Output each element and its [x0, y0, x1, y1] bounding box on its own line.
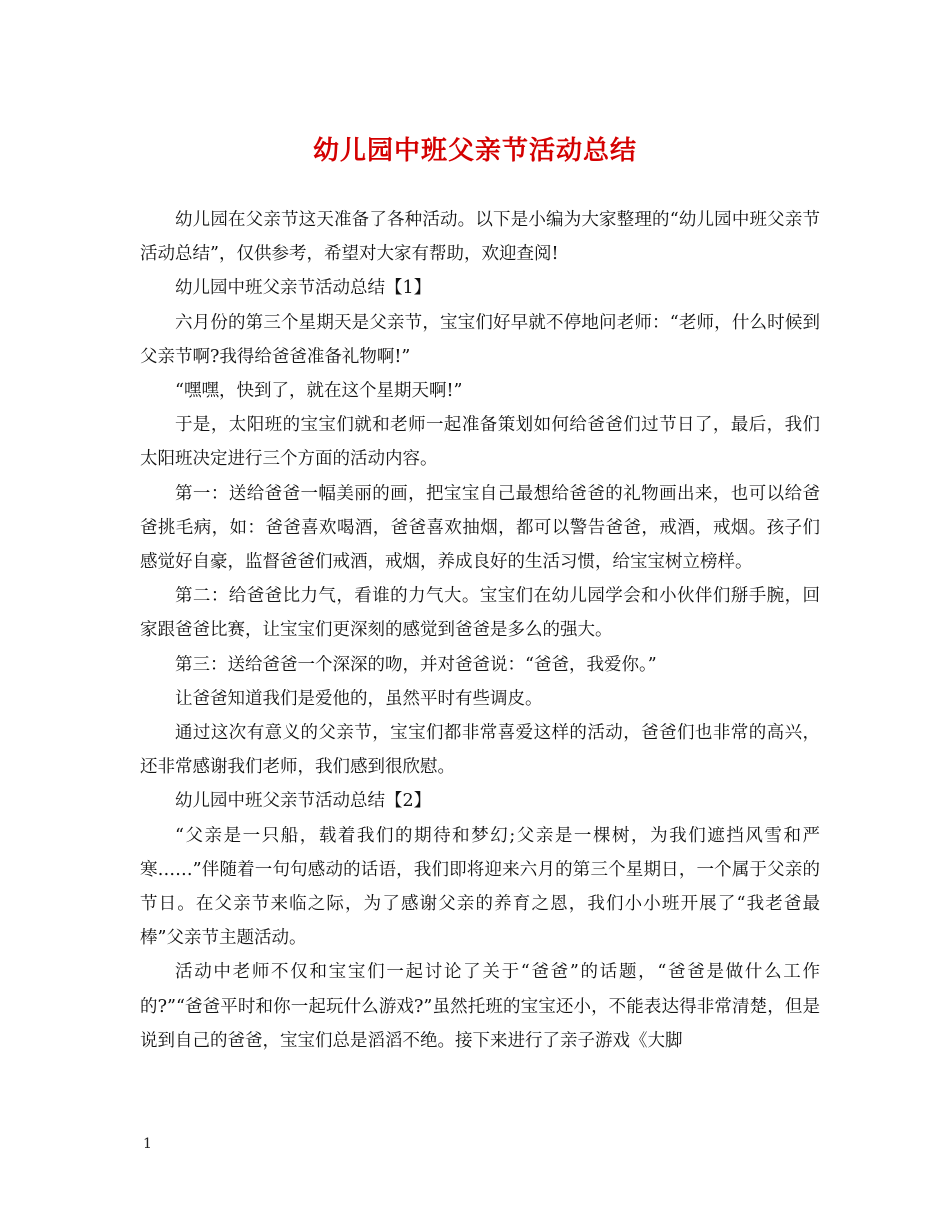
paragraph: “嘿嘿，快到了，就在这个星期天啊!” [175, 381, 463, 402]
paragraph: 活动中老师不仅和宝宝们一起讨论了关于“爸爸”的话题，“爸爸是做什么工作的?”“爸爸平时和你一起玩什么游戏?”虽然托班的宝宝还小，不能表达得非常清楚，但是说到自己的爸爸，宝宝们总是滔滔不绝。接下来进行了亲子游戏《大脚 [140, 962, 820, 1051]
paragraph: 六月份的第三个星期天是父亲节，宝宝们好早就不停地问老师：“老师，什么时候到父亲节啊?我得给爸爸准备礼物啊!” [140, 312, 820, 367]
paragraph: “父亲是一只船，载着我们的期待和梦幻;父亲是一棵树，为我们遮挡风雪和严寒……”伴随着一句句感动的话语，我们即将迎来六月的第三个星期日，一个属于父亲的节日。在父亲节来临之际，为了感谢父亲的养育之恩，我们小小班开展了“我老爸最棒”父亲节主题活动。 [140, 825, 820, 949]
document-title: 幼儿园中班父亲节活动总结 [312, 136, 637, 166]
paragraph: 于是，太阳班的宝宝们就和老师一起准备策划如何给爸爸们过节日了，最后，我们太阳班决定进行三个方面的活动内容。 [140, 415, 820, 470]
section-heading-2: 幼儿园中班父亲节活动总结【2】 [175, 791, 432, 812]
section-heading-1: 幼儿园中班父亲节活动总结【1】 [175, 278, 432, 299]
paragraph: 让爸爸知道我们是爱他的，虽然平时有些调皮。 [175, 688, 543, 709]
document-body [140, 203, 820, 1058]
paragraph: 第一：送给爸爸一幅美丽的画，把宝宝自己最想给爸爸的礼物画出来，也可以给爸爸挑毛病，如：爸爸喜欢喝酒，爸爸喜欢抽烟，都可以警告爸爸，戒酒，戒烟。孩子们感觉好自豪，监督爸爸们戒酒，戒烟，养成良好的生活习惯，给宝宝树立榜样。 [140, 483, 820, 573]
paragraph: 第三：送给爸爸一个深深的吻，并对爸爸说：“爸爸，我爱你。” [175, 654, 657, 675]
paragraph: 通过这次有意义的父亲节，宝宝们都非常喜爱这样的活动，爸爸们也非常的高兴，还非常感谢我们老师，我们感到很欣慰。 [140, 723, 820, 778]
page-number: 1 [143, 1136, 152, 1152]
paragraph: 第二：给爸爸比力气，看谁的力气大。宝宝们在幼儿园学会和小伙伴们掰手腕，回家跟爸爸比赛，让宝宝们更深刻的感觉到爸爸是多么的强大。 [140, 586, 820, 641]
paragraph-intro: 幼儿园在父亲节这天准备了各种活动。以下是小编为大家整理的“幼儿园中班父亲节活动总结”，仅供参考，希望对大家有帮助，欢迎查阅! [140, 210, 820, 265]
